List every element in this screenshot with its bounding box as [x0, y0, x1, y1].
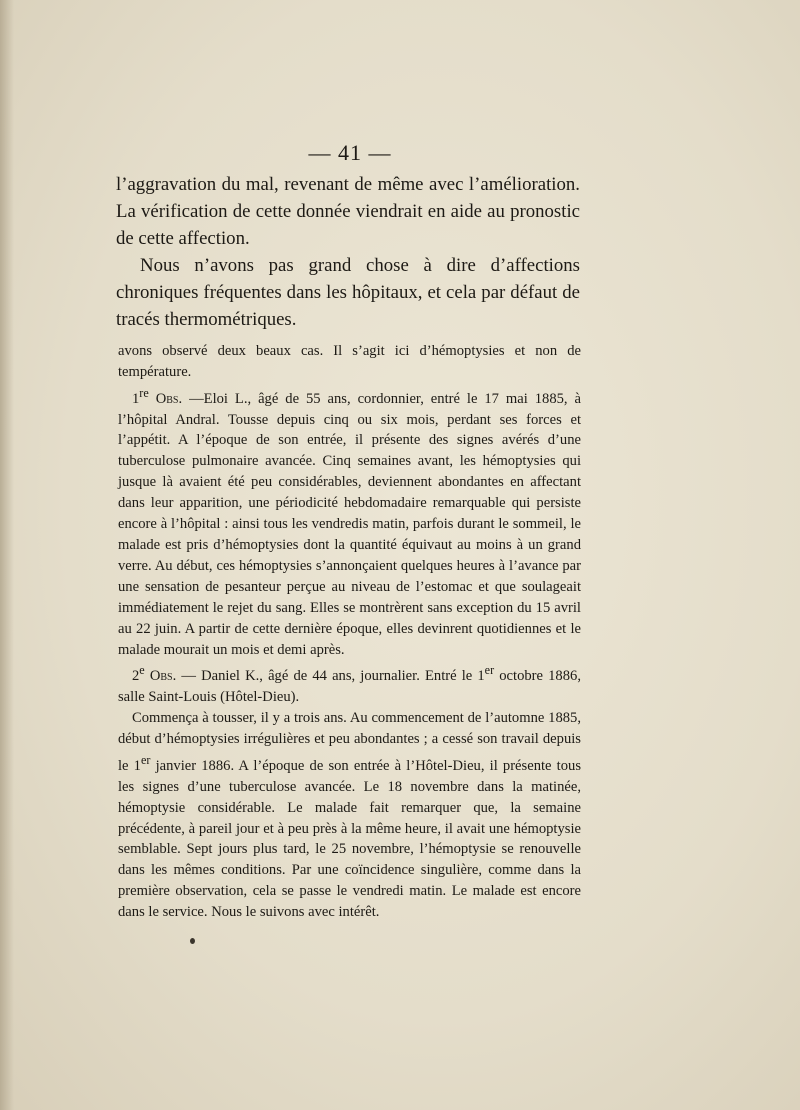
- observation-1-text: —Eloi L., âgé de 55 ans, cordonnier, entré le 17 mai 1885, à l’hôpital Andral. Tousse depuis cinq ou six mois, perdant ses forces et l’appétit. A l’époque de son entrée, il présente des signes avérés d’une tuberculose pulmonaire avancée. Cinq semaines avant, les hémoptysies qui jusque là avaient été peu considérables, deviennent abondantes en affectant dans leur apparition, une périodicité hebdomadaire remarquable qui persiste encore à l’hôpital : ainsi tous les vendredis matin, parfois durant le sommeil, le malade est pris d’hémoptysies dont la quantité équivaut au moins à un grand verre. Au début, ces hémoptysies s’annonçaient quelques heures à l’avance par une sensation de pesanteur perçue au niveau de l’estomac et que soulageait immédiatement le rejet du sang. Elles se montrèrent sans exception du 15 avril au 22 juin. A partir de cette dernière époque, elles devinrent quotidiennes et le malade mourait un mois et demi après.: [118, 390, 581, 658]
- observation-2-paragraph: [118, 660, 581, 708]
- lower-intro-paragraph: avons observé deux beaux cas. Il s’agit ici d’hémoptysies et non de température.: [118, 343, 581, 380]
- observation-2-text-b: octobre 1886, salle Saint-Louis (Hôtel-Dieu).: [118, 668, 581, 706]
- observation-2-label: Obs.: [149, 668, 177, 685]
- upper-paragraph-1: l’aggravation du mal, revenant de même avec l’amélioration. La vérification de cette donnée viendrait en aide au pronostic de cette affection.: [116, 174, 580, 249]
- observation-2-label-suffix: e: [139, 663, 145, 678]
- upper-paragraph-2: Nous n’avons pas grand chose à dire d’affections chroniques fréquentes dans les hôpitaux, et cela par défaut de tracés thermométriques.: [116, 255, 580, 330]
- observation-2-text-a: — Daniel K., âgé de 44 ans, journalier. Entré le 1: [176, 668, 485, 685]
- observation-1-paragraph: [118, 383, 581, 661]
- observation-1-label-suffix: re: [139, 385, 149, 400]
- page-number: — 41 —: [308, 140, 392, 165]
- observation-1-label: Obs.: [155, 390, 183, 407]
- observation-2-para2-a: Commença à tousser, il y a trois ans. Au commencement de l’automne 1885, début d’hémoptysies irrégulières et peu abondantes ; a cessé son travail depuis le 1: [118, 710, 581, 774]
- observation-2-date-suffix: er: [484, 663, 495, 678]
- observation-2-continuation: [118, 708, 581, 923]
- binding-gutter-shadow: [0, 0, 14, 1110]
- lower-text-block: [118, 341, 581, 923]
- observation-2-label-number: 2: [132, 668, 140, 685]
- ink-spot: [190, 938, 195, 944]
- upper-text-block: [116, 171, 580, 333]
- observation-2-para2-suffix: er: [140, 752, 151, 767]
- observation-2-para2-b: janvier 1886. A l’époque de son entrée à l’Hôtel-Dieu, il présente tous les signes d’une tuberculose avancée. Le 18 novembre dans la matinée, hémoptysie considérable. Le malade fait remarquer que, la semaine précédente, à pareil jour et à peu près à la même heure, il avait une hémoptysie semblable. Sept jours plus tard, le 25 novembre, l’hémoptysie se renouvelle dans les mêmes conditions. Par une coïncidence singulière, comme dans la première observation, cela se passe le vendredi matin. Le malade est encore dans le service. Nous le suivons avec intérêt.: [118, 757, 581, 921]
- observation-1-label-number: 1: [132, 390, 140, 407]
